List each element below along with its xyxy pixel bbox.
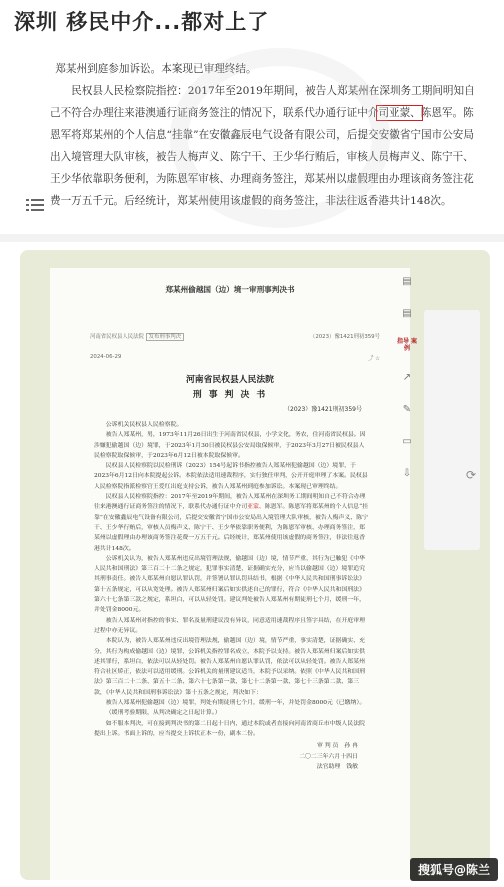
judgment-body	[94, 420, 368, 772]
meta-case-no: （2023）豫1421刑初359号	[309, 334, 380, 340]
article-headline: 深圳 移民中介...都对上了	[14, 10, 270, 34]
document-excerpt	[50, 58, 480, 228]
download-icon[interactable]: ⇩	[402, 467, 412, 479]
excerpt-line1: 郑某州到庭参加诉讼。本案现已审理终结。	[55, 63, 257, 75]
para-4: 民权县人民检察院指控：2017年至2019年期间，被告人郑某州在深圳务工期间明知自己不符合办理往来港澳通行证商务签注的情况下，联系代办通行证中介司亚蒙、陈恩军。陈恩军将郑某州的个人信息“挂靠”在安徽鑫辰电气设备有限公司，后提交安徽省宁国市公安局出入境管理大队审核，被告人梅声义、陈宁干、王少华行贿后，审核人员梅声义、陈宁干、王少华依靠职务便利，为陈恩军审核、办理商务签注，郑某州以虚假理由办理该商务签注花费一万五千元。后经统计，郑某州使用该虚假的商务签注，非法往返香港共计148次。	[94, 494, 368, 552]
meta-date: 2024-06-29	[90, 354, 122, 360]
red-name: 亚蒙、	[247, 504, 265, 511]
guidance-badge[interactable]: 指导 案例	[396, 338, 418, 352]
refresh-icon[interactable]: ⟳	[466, 468, 477, 482]
para-1: 公诉机关民权县人民检察院。	[105, 422, 183, 428]
platform-watermark: 搜狐号@陈兰	[410, 858, 498, 881]
excerpt-text-b: 陈恩军。陈恩军将郑某州的个人信息“挂靠”在安徽鑫辰电气设备有限公司，后提交安徽省宁国市公安局出入境管理大队审核，被告人梅声义、陈宁干、王少华行贿后，审核人员梅声义、陈宁干、王少华依靠职务便利，为陈恩军审核、办理商务签注，郑某州以虚假理由办理该商务签注花费一万五千元。后经统计，郑某州使用该虚假的商务签注，非法往返香港共计148次。	[50, 107, 474, 207]
para-6: 被告人郑某州对指控的事实、罪名及量刑建议没有异议，同意适用速裁程序且签字具结，在开庭审理过程中亦无异议。	[94, 617, 365, 634]
side-panel	[424, 310, 480, 550]
document-viewer-screenshot	[20, 250, 490, 880]
para-2: 被告人郑某州，男，1973年11月26日出生于河南省民权县，小学文化，务农，住河南省民权县。因涉嫌犯偷越国（边）境罪，于2023年1月30日被民权县公安局取保候审，于2023年3月27日被民权县人民检察院取保候审，于2023年6月12日被本院取保候审。	[94, 432, 366, 459]
meta-row-2	[90, 354, 380, 362]
sign-date: 二〇二三年六月十四日	[299, 753, 358, 760]
excerpt-text-a: 民权县人民检察院指控：2017年至2019年期间，被告人郑某州在深圳务工期间明知自己不符合办理往来港澳通行证商务签注的情况下，联系代办通行证中介	[50, 85, 475, 119]
document-type: 刑 事 判 决 书	[192, 390, 268, 400]
judge: 审 判 员 孙 冉	[317, 743, 358, 750]
clerk: 法官助理 钱敏	[316, 763, 358, 770]
document-icon[interactable]: ▤	[402, 275, 412, 287]
doc-title: 郑某州偷越国（边）境一审刑事判决书	[165, 285, 295, 294]
para-7: 本院认为，被告人郑某州违反出境管理法规，偷越国（边）境，情节严重，事实清楚，证据确实、充分，其行为构成偷越国（边）境罪，公诉机关指控罪名成立，本院予以支持。被告人郑某州归案后如实供述其罪行，系坦白，依法可以从轻处罚。被告人郑某州自愿认罪认罚，依法可以从轻处罚。被告人郑某州符合社区矫正，依法可以适用缓刑。公诉机关的量刑建议适当，本院予以采纳。依照《中华人民共和国刑法》第三百二十二条、第五十二条、第六十七条第一款、第七十二条第一款、第七十三条第二款、第三款，《中华人民共和国刑事诉讼法》第十五条之规定，判决如下：	[94, 638, 365, 696]
judgment-page	[50, 268, 410, 880]
para-5: 公诉机关认为，被告人郑某州违反出境管理法规，偷越国（边）境，情节严重，其行为已触犯《中华人民共和国刑法》第三百二十二条之规定，犯罪事实清楚，证据确实充分，应当以偷越国（边）境罪追究其刑事责任。被告人郑某州自愿认罪认罚，并签署认罪认罚具结书，根据《中华人民共和国刑事诉讼法》第十五条规定，可以从宽处理。被告人郑某州归案后如实供述自己的罪行，符合《中华人民共和国刑法》第六十七条第三款之规定，系坦白，可以从轻处罚。建议判处被告人郑某州有期徒刑七个月，缓刑一年，并处罚金8000元。	[94, 555, 365, 614]
share-icons[interactable]: ⤴ ☆	[368, 356, 380, 362]
court-seal-watermark	[170, 48, 390, 228]
para-10: 如不服本判决，可在接到判决书的第二日起十日内，通过本院或者直接向河南省商丘市中级人民法院提出上诉。书面上诉的，应当提交上诉状正本一份，副本二份。	[94, 720, 365, 737]
share-icon[interactable]: ↗	[402, 371, 412, 383]
viewer-toolbar	[392, 270, 422, 494]
para-9: （缓刑考验期限，从判决确定之日起计算。）	[105, 710, 221, 717]
section-divider	[0, 234, 504, 242]
edit-icon[interactable]: ✎	[402, 403, 412, 415]
meta-row	[90, 332, 380, 340]
document-icon-2[interactable]: ▤	[402, 307, 412, 319]
case-number: （2023）豫1421刑初359号	[284, 406, 362, 413]
para-3: 民权县人民检察院以民检刑诉（2023）154号起诉书指控被告人郑某州犯偷越国（边）境罪，于2023年6月12日向本院提起公诉。本院依法适用速裁程序，实行独任审判，公开开庭审理了本案。民权县人民检察院指派检察官王爱红出庭支持公诉，被告人郑某州到庭参加诉讼。本案现已审理终结。	[94, 463, 368, 490]
highlighted-name: 司亚蒙、	[378, 107, 421, 119]
court-name: 河南省民权县人民法院	[186, 375, 274, 385]
meta-court: 河南省民权县人民法院 发布刑事判决	[90, 332, 184, 340]
print-icon[interactable]: ▭	[402, 435, 412, 447]
para-8: 被告人郑某州犯偷越国（边）境罪，判处有期徒刑七个月，缓刑一年，并处罚金8000元（已缴纳）。	[105, 700, 366, 707]
list-menu-icon[interactable]	[26, 196, 44, 214]
